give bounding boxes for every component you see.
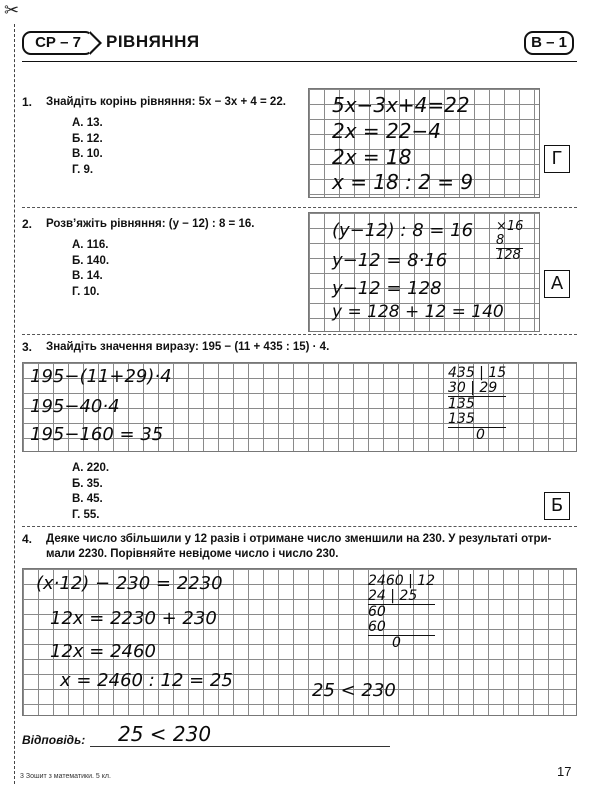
task-1-number: 1. bbox=[22, 95, 33, 109]
task-3-number: 3. bbox=[22, 340, 33, 354]
variant-badge: В – 1 bbox=[524, 31, 574, 55]
task-3-side-calc: 435 | 15 30 | 29 135 135 0 bbox=[448, 365, 507, 443]
task-3-work-line: 195−(11+29)·4 bbox=[30, 366, 172, 387]
option[interactable]: А. 116. bbox=[72, 239, 109, 251]
option[interactable]: А. 13. bbox=[72, 117, 103, 129]
option[interactable]: Г. 9. bbox=[72, 163, 94, 176]
section-code-badge: СР – 7 bbox=[22, 31, 94, 55]
option[interactable]: Б. 35. bbox=[72, 477, 103, 490]
task-2-work-line: y−12 = 128 bbox=[332, 278, 442, 299]
task-4-work-line: x = 2460 : 12 = 25 bbox=[60, 670, 233, 691]
task-2-side-calc: ×16 8 128 bbox=[496, 219, 524, 263]
option[interactable]: Г. 55. bbox=[72, 508, 100, 521]
task-3-text: Знайдіть значення виразу: 195 − (11 + 435 : 15) · 4. bbox=[46, 341, 330, 353]
task-3-options bbox=[72, 461, 109, 523]
task-2-work-line: (y−12) : 8 = 16 bbox=[332, 220, 474, 241]
task-2-options bbox=[72, 238, 109, 300]
task-4-work-line: 12x = 2460 bbox=[50, 641, 156, 662]
task-3-work-line: 195−40·4 bbox=[30, 396, 120, 417]
scissors-icon: ✂ bbox=[4, 0, 20, 20]
task-1-work-line: 5x−3x+4=22 bbox=[332, 93, 470, 117]
task-3-answer-box[interactable]: Б bbox=[544, 492, 570, 520]
option[interactable]: В. 14. bbox=[72, 270, 103, 282]
header-divider bbox=[22, 61, 577, 62]
task-1-work-line: 2x = 22−4 bbox=[332, 119, 441, 143]
task-1-options bbox=[72, 116, 103, 178]
option[interactable]: Б. 140. bbox=[72, 254, 110, 267]
task-separator bbox=[22, 207, 577, 208]
task-2-number: 2. bbox=[22, 217, 33, 231]
task-4-work-line: 12x = 2230 + 230 bbox=[50, 608, 217, 629]
page-title: РІВНЯННЯ bbox=[106, 32, 200, 51]
task-4-comparison: 25 < 230 bbox=[312, 680, 396, 701]
option[interactable]: В. 10. bbox=[72, 148, 103, 160]
task-2-work-line: y−12 = 8·16 bbox=[332, 250, 448, 271]
task-separator bbox=[22, 526, 577, 527]
arrow-icon bbox=[90, 31, 102, 55]
answer-underline bbox=[90, 746, 390, 747]
task-1-answer-box[interactable]: Г bbox=[544, 145, 570, 173]
task-2-work-line: y = 128 + 12 = 140 bbox=[332, 302, 504, 322]
task-2-text: Розв’яжіть рівняння: (y − 12) : 8 = 16. bbox=[46, 218, 255, 230]
task-4-side-calc: 2460 | 12 24 | 25 60 60 0 bbox=[368, 573, 436, 651]
task-1-work-line: 2x = 18 bbox=[332, 145, 412, 169]
task-3-work-line: 195−160 = 35 bbox=[30, 424, 164, 445]
task-1-text: Знайдіть корінь рівняння: 5x − 3x + 4 = 22. bbox=[46, 96, 286, 108]
option[interactable]: А. 220. bbox=[72, 462, 110, 474]
task-2-answer-box[interactable]: А bbox=[544, 270, 570, 298]
task-4-text-line: Деяке число збільшили у 12 разів і отримане число зменшили на 230. У результаті отри- bbox=[46, 533, 552, 545]
option[interactable]: Г. 10. bbox=[72, 285, 100, 298]
task-separator bbox=[22, 334, 577, 335]
task-4-number: 4. bbox=[22, 532, 33, 546]
option[interactable]: Б. 12. bbox=[72, 132, 103, 145]
answer-value[interactable]: 25 < 230 bbox=[118, 722, 212, 746]
answer-label: Відповідь: bbox=[22, 733, 86, 747]
task-4-work-line: (x·12) − 230 = 2230 bbox=[36, 573, 223, 594]
task-4-text-line: мали 2230. Порівняйте невідоме число і число 230. bbox=[46, 548, 339, 560]
task-1-work-line: x = 18 : 2 = 9 bbox=[332, 170, 474, 194]
option[interactable]: В. 45. bbox=[72, 493, 103, 505]
footer-note: 3 Зошит з математики. 5 кл. bbox=[20, 773, 111, 780]
cut-line bbox=[14, 24, 15, 784]
page-number: 17 bbox=[557, 764, 572, 779]
